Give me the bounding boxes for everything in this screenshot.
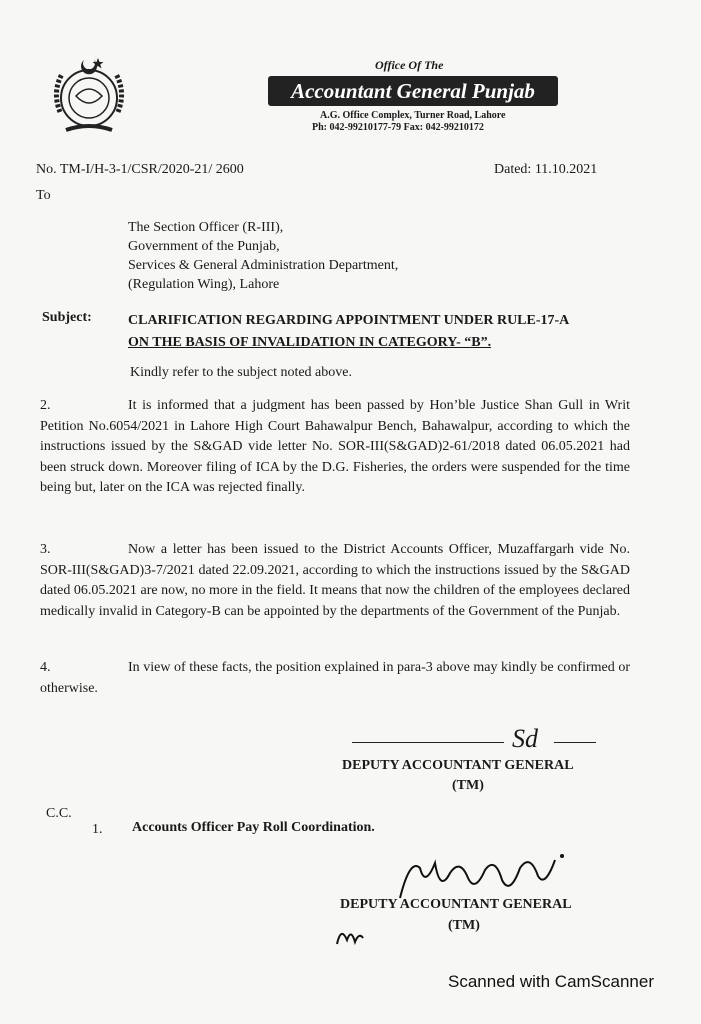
paragraph-2: [40, 396, 630, 499]
subject-line-1: CLARIFICATION REGARDING APPOINTMENT UNDER RULE-17-A: [128, 313, 570, 328]
subject-label: Subject:: [42, 310, 92, 325]
letterhead-phone: Ph: 042-99210177-79 Fax: 042-99210172: [312, 122, 484, 133]
cc-label: C.C.: [46, 806, 72, 821]
addressee-block: [128, 218, 398, 294]
signatory-subtitle: (TM): [448, 918, 480, 933]
reference-number: No. TM-I/H-3-1/CSR/2020-21/ 2600: [36, 162, 244, 177]
paragraph-text: It is informed that a judgment has been passed by Hon’ble Justice Shan Gull in Writ Petition No.6054/2021 in Lahore High Court Bahawalpur Bench, Bahawalpur, according to which the instructions issued by the S&GAD vide letter No. SOR-III(S&GAD)2-61/2018 dated 06.05.2021 had been struck down. Moreover filing of ICA by the D.G. Fisheries, the orders were suspended for the time being but, later on the ICA was rejected finally.: [40, 398, 630, 495]
signature-mark: Sd: [512, 724, 538, 753]
signatory-subtitle: (TM): [452, 778, 484, 793]
signatory-title: DEPUTY ACCOUNTANT GENERAL: [340, 897, 572, 912]
subject-line-2: ON THE BASIS OF INVALIDATION IN CATEGORY- “B”.: [128, 335, 492, 350]
paragraph-text: In view of these facts, the position explained in para-3 above may kindly be confirmed or otherwise.: [40, 660, 630, 696]
paragraph-4: [40, 658, 630, 699]
to-label: To: [36, 188, 51, 203]
signature-line: [352, 742, 504, 743]
paragraph-number: 2.: [40, 398, 51, 413]
handwritten-initials: [333, 922, 367, 952]
government-emblem-icon: [46, 52, 132, 138]
letterhead-title: Accountant General Punjab: [268, 76, 558, 106]
paragraph-number: 4.: [40, 660, 51, 675]
paragraph-kindly: Kindly refer to the subject noted above.: [130, 365, 352, 380]
scanner-watermark: Scanned with CamScanner: [448, 972, 655, 991]
paragraph-number: 3.: [40, 542, 51, 557]
addressee-line: Government of the Punjab,: [128, 239, 280, 254]
cc-item-number: 1.: [92, 822, 103, 837]
letter-date: Dated: 11.10.2021: [494, 162, 598, 177]
cc-item-text: Accounts Officer Pay Roll Coordination.: [132, 820, 375, 835]
subject-text: [128, 310, 628, 354]
paragraph-text: Now a letter has been issued to the District Accounts Officer, Muzaffargarh vide No. SOR-III(S&GAD)3-7/2021 dated 22.09.2021, according to which the instructions issued by the S&GAD dated 06.05.2021 are now, no more in the field. It means that now the children of the employees declared medically invalid in Category-B can be appointed by the departments of the Government of the Punjab.: [40, 542, 630, 619]
letterhead-office-of: Office Of The: [375, 58, 444, 72]
addressee-line: (Regulation Wing), Lahore: [128, 277, 280, 292]
signatory-title: DEPUTY ACCOUNTANT GENERAL: [342, 758, 574, 773]
addressee-line: The Section Officer (R-III),: [128, 220, 284, 235]
signature-line: [554, 742, 596, 743]
paragraph-3: [40, 540, 630, 622]
letterhead-address: A.G. Office Complex, Turner Road, Lahore: [320, 110, 506, 121]
addressee-line: Services & General Administration Department,: [128, 258, 399, 273]
